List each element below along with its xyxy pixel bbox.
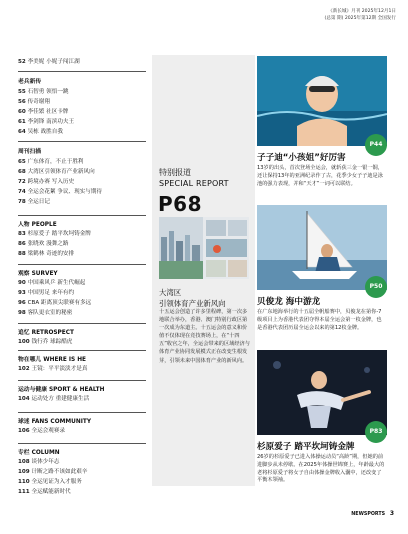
special-report-page-number: P68 [158,192,202,216]
toc-item[interactable] [18,394,89,402]
toc-item[interactable] [18,197,50,205]
page-badge[interactable]: P44 [365,134,387,156]
toc-item-number: 98 [18,310,26,316]
divider [18,141,146,142]
toc-item[interactable] [18,337,72,345]
toc-item-number: 55 [18,89,26,95]
toc-item-text: 全运会观赛录 [31,428,66,434]
special-report-title-line1: 大湾区 [159,288,182,297]
toc-item[interactable] [18,177,74,185]
toc-item[interactable] [18,157,84,165]
toc-item[interactable] [18,229,91,237]
toc-item-text: 全运见证为入才服务 [31,479,82,485]
toc-item-text: 全运日记 [27,199,50,205]
section-title: 观察 SURVEY [18,271,58,277]
toc-item-text: 运动处方 重建健康生活 [31,396,90,402]
divider [18,350,146,351]
toc-item-number: 65 [18,159,26,165]
toc-item-text: 跨境办赛 写入历史 [27,179,75,185]
toc-item-number: 93 [18,290,26,296]
section-title: 球迷 FANS COMMUNITY [18,419,92,425]
toc-item-text: 石智勇 领悟一跳 [27,89,69,95]
toc-item-number: 106 [18,428,30,434]
toc-item[interactable] [18,107,69,115]
divider [18,443,146,444]
special-report-body: 十五运会创造了许多里程碑，第一次多地联合举办，香港、澳门特别行政区第一次成为东道主。十五运会的意义和价值不仅体现在竞技赛场上，在“十四五”收官之年，全运会带来的区域经济与体育产业协同发展模式正在改变生根发芽，引领未来中国体育产业的新风向。 [159,309,250,364]
special-report-thumbnail [159,217,249,279]
toc-item-number: 86 [18,241,26,247]
special-report-label-en: SPECIAL REPORT [159,179,229,188]
divider [18,380,146,381]
toc-item-number: 110 [18,479,30,485]
toc-item[interactable] [18,127,63,135]
page-badge[interactable]: P83 [365,421,387,443]
special-report-panel[interactable] [152,55,255,486]
toc-item-number: 90 [18,280,26,286]
toc-item[interactable] [18,187,102,195]
section-title: 人物 PEOPLE [18,222,57,228]
sailor-image [257,205,387,290]
footer-page-number: 3 [389,510,394,517]
section-title: 老兵新传 [18,79,42,85]
issue-header [236,8,396,22]
issue-header-line1: 《新长城》月刊 2025年12月1日 [328,9,396,14]
divider [18,412,146,413]
section-title: 追忆 RETROSPECT [18,330,74,336]
toc-item-number: 102 [18,366,30,372]
toc-item-number: 74 [18,189,26,195]
feature-title: 子子迪“小孩姐”好厉害 [257,153,346,163]
feature-body: 在广东地海举行的十五届全帆船赛中，贝俊龙在第你-7级项目上为香港代表团夺得本届全运会第一枚金牌，也是香港代表团历届全运会以来的第12枚金牌。 [257,309,382,331]
toc-item-text: 谈体少年志 [31,459,60,465]
toc-item-number: 96 [18,300,26,306]
toc-item-number: 83 [18,231,26,237]
toc-item[interactable] [18,308,72,316]
toc-item[interactable] [18,87,69,95]
feature-photo-sailor[interactable] [257,205,387,290]
toc-item-number: 68 [18,169,26,175]
toc-item[interactable] [18,117,74,125]
page-footer [351,510,394,517]
toc-item[interactable] [18,57,80,65]
footer-brand: NEWSPORTS [351,512,386,517]
toc-item-number: 61 [18,119,26,125]
toc-item[interactable] [18,97,50,105]
toc-item-text: 李美妮 小妮子闯江湖 [27,59,80,65]
divider [18,71,146,72]
toc-item[interactable] [18,298,91,306]
toc-item-number: 100 [18,339,30,345]
toc-item-text: 李佳繁 社区卡牌 [27,109,69,115]
toc-item-number: 64 [18,129,26,135]
page-badge[interactable]: P50 [365,276,387,298]
toc-item-text: 李剑锋 南滨功夫王 [27,119,75,125]
toc-item-text: CBA 距离顶尖联赛有多远 [27,300,92,306]
toc-item-text: 全运会花絮 争议、现实与期待 [27,189,103,195]
toc-item-number: 72 [18,179,26,185]
toc-item-number: 52 [18,59,26,65]
toc-item[interactable] [18,487,71,495]
section-title: 运动与健康 SPORT & HEALTH [18,387,105,393]
toc-item[interactable] [18,467,87,475]
toc-item-text: 中国男足 来年有约 [27,290,75,296]
city-skyline-image [159,217,249,279]
feature-photo-gymnast[interactable] [257,350,387,435]
toc-item[interactable] [18,249,74,257]
feature-title: 贝俊龙 海中游龙 [257,297,321,307]
toc-item-text: 全运赋能新时代 [31,489,71,495]
swimmer-image [257,56,387,146]
feature-body: 26岁的杉原爱子已进入体操运动员“高龄”期，但她的前进脚步从未停歇。在2025年体操世锦赛上，年龄最大的老将杉原爱子将女子自由体操金牌收入囊中，还改变了平衡木领袖。 [257,454,385,484]
gymnast-image [257,350,387,435]
toc-item-number: 88 [18,251,26,257]
toc-item-text: 杉原爱子 踏平坎坷铸金牌 [27,231,91,237]
toc-item-number: 78 [18,199,26,205]
toc-item-number: 108 [18,459,30,465]
toc-item-number: 56 [18,99,26,105]
section-title: 专栏 COLUMN [18,450,60,456]
toc-item-text: 计断之路不该如此艰辛 [31,469,88,475]
toc-item-number: 111 [18,489,30,495]
toc-item-number: 60 [18,109,26,115]
section-title: 周刊扫描 [18,149,42,155]
special-report-title-line2: 引领体育产业新风向 [159,299,226,308]
issue-header-line2: (总第 期) 2025年第12期 全国发行 [324,16,396,21]
feature-photo-swimmer[interactable] [257,56,387,146]
divider [18,215,146,216]
toc-item[interactable] [18,364,87,372]
divider [18,264,146,265]
toc-item-text: 钱行乔 球踪酷虎 [31,339,73,345]
special-report-title [159,287,226,309]
feature-body: 13岁的出头，首次登场全运会，就斩获三金一银一铜，还让保持13年的亚洲纪录作了古，花季少女子子迪是泳池的强力表现，并和“天才”一词可以联结。 [257,165,383,187]
special-report-label-cn: 特别报道 [159,168,191,177]
toc-item[interactable] [18,278,85,286]
toc-item-text: 大湾区引领体育产业新风向 [27,169,95,175]
toc-item-text: 中国乘风乒 新生代崛起 [27,280,86,286]
toc-item-text: 客队更衣室的秘密 [27,310,73,316]
toc-item[interactable] [18,426,65,434]
toc-item-text: 王镜：平平淡淡才是真 [31,366,88,372]
toc-item-text: 吴栋 战胜自我 [27,129,63,135]
toc-item[interactable] [18,288,74,296]
toc-item-text: 传奇谢翔 [27,99,50,105]
toc-item[interactable] [18,167,95,175]
divider [18,323,146,324]
toc-item-text: 广东体育，不止于胜利 [27,159,84,165]
toc-item[interactable] [18,239,69,247]
feature-title: 杉原爱子 踏平坎坷铸金牌 [257,442,355,452]
toc-item-number: 109 [18,469,30,475]
toc-item[interactable] [18,477,82,485]
toc-item-text: 张晓欢 漫舞之路 [27,241,69,247]
toc-item-text: 梁鹤林 奇迹的安排 [27,251,75,257]
toc-item[interactable] [18,457,59,465]
toc-item-number: 104 [18,396,30,402]
section-title: 物在哪儿 WHERE IS HE [18,357,87,363]
